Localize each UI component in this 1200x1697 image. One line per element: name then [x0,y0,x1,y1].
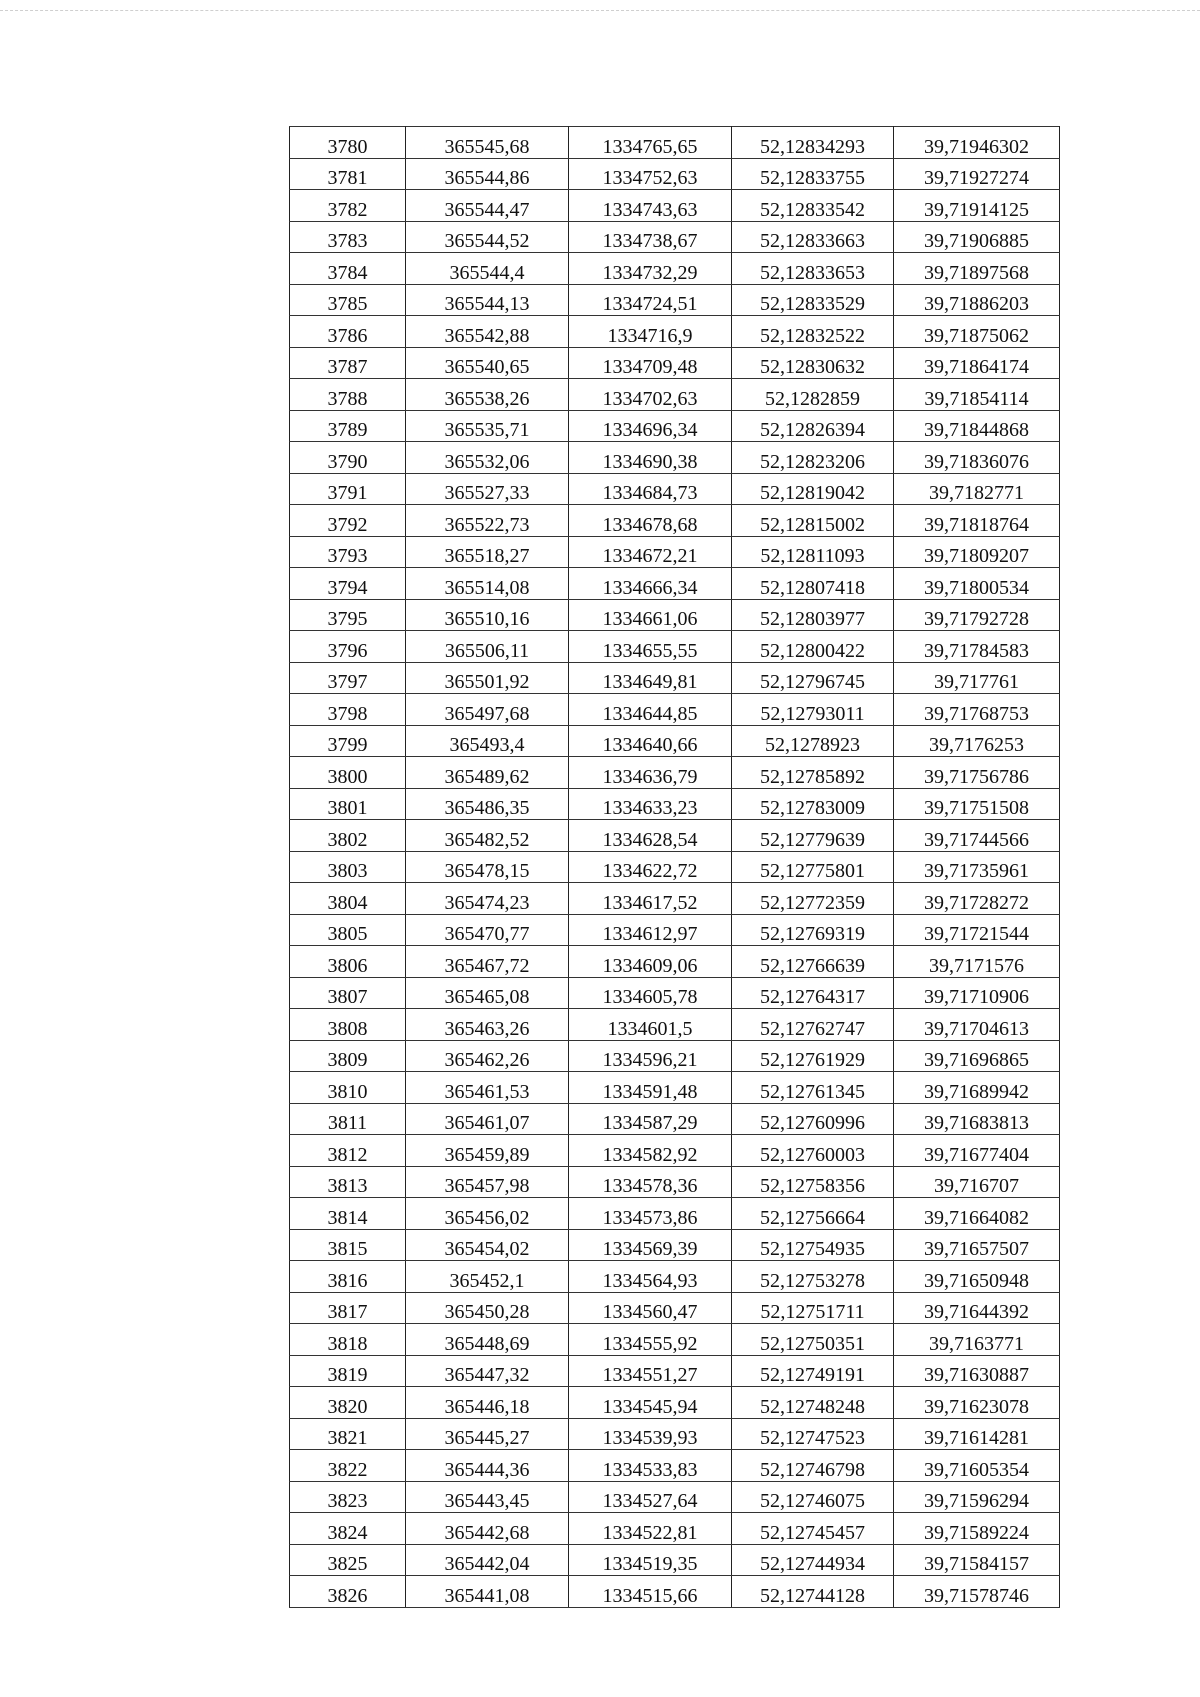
latitude-cell: 52,12751711 [732,1292,894,1324]
x-coordinate-cell: 365532,06 [406,442,569,474]
point-number-cell: 3795 [290,599,406,631]
latitude-cell: 52,12744934 [732,1544,894,1576]
latitude-cell: 52,1278923 [732,725,894,757]
point-number-cell: 3815 [290,1229,406,1261]
latitude-cell: 52,1282859 [732,379,894,411]
x-coordinate-cell: 365442,04 [406,1544,569,1576]
latitude-cell: 52,12760996 [732,1103,894,1135]
x-coordinate-cell: 365443,45 [406,1481,569,1513]
y-coordinate-cell: 1334522,81 [569,1513,732,1545]
table-row [290,536,1060,568]
latitude-cell: 52,12761345 [732,1072,894,1104]
longitude-cell: 39,71914125 [894,190,1060,222]
coordinates-table [289,126,1060,1608]
longitude-cell: 39,71721544 [894,914,1060,946]
x-coordinate-cell: 365497,68 [406,694,569,726]
longitude-cell: 39,71800534 [894,568,1060,600]
y-coordinate-cell: 1334672,21 [569,536,732,568]
longitude-cell: 39,71768753 [894,694,1060,726]
y-coordinate-cell: 1334612,97 [569,914,732,946]
latitude-cell: 52,12803977 [732,599,894,631]
y-coordinate-cell: 1334601,5 [569,1009,732,1041]
point-number-cell: 3805 [290,914,406,946]
x-coordinate-cell: 365493,4 [406,725,569,757]
x-coordinate-cell: 365450,28 [406,1292,569,1324]
table-row [290,442,1060,474]
longitude-cell: 39,71744566 [894,820,1060,852]
point-number-cell: 3791 [290,473,406,505]
longitude-cell: 39,7163771 [894,1324,1060,1356]
table-row [290,1229,1060,1261]
y-coordinate-cell: 1334716,9 [569,316,732,348]
longitude-cell: 39,71886203 [894,284,1060,316]
longitude-cell: 39,71657507 [894,1229,1060,1261]
y-coordinate-cell: 1334752,63 [569,158,732,190]
y-coordinate-cell: 1334732,29 [569,253,732,285]
latitude-cell: 52,12832522 [732,316,894,348]
y-coordinate-cell: 1334738,67 [569,221,732,253]
x-coordinate-cell: 365452,1 [406,1261,569,1293]
x-coordinate-cell: 365457,98 [406,1166,569,1198]
table-row [290,473,1060,505]
longitude-cell: 39,71650948 [894,1261,1060,1293]
table-row [290,1387,1060,1419]
x-coordinate-cell: 365459,89 [406,1135,569,1167]
longitude-cell: 39,71578746 [894,1576,1060,1608]
point-number-cell: 3816 [290,1261,406,1293]
latitude-cell: 52,12830632 [732,347,894,379]
point-number-cell: 3787 [290,347,406,379]
latitude-cell: 52,12760003 [732,1135,894,1167]
latitude-cell: 52,12807418 [732,568,894,600]
table-row [290,1261,1060,1293]
y-coordinate-cell: 1334666,34 [569,568,732,600]
x-coordinate-cell: 365447,32 [406,1355,569,1387]
point-number-cell: 3810 [290,1072,406,1104]
longitude-cell: 39,717761 [894,662,1060,694]
y-coordinate-cell: 1334555,92 [569,1324,732,1356]
point-number-cell: 3785 [290,284,406,316]
point-number-cell: 3812 [290,1135,406,1167]
x-coordinate-cell: 365467,72 [406,946,569,978]
point-number-cell: 3786 [290,316,406,348]
latitude-cell: 52,12746075 [732,1481,894,1513]
coordinates-table-body [290,127,1060,1608]
y-coordinate-cell: 1334605,78 [569,977,732,1009]
latitude-cell: 52,12754935 [732,1229,894,1261]
x-coordinate-cell: 365545,68 [406,127,569,159]
table-row [290,1481,1060,1513]
y-coordinate-cell: 1334743,63 [569,190,732,222]
x-coordinate-cell: 365540,65 [406,347,569,379]
longitude-cell: 39,71664082 [894,1198,1060,1230]
point-number-cell: 3804 [290,883,406,915]
latitude-cell: 52,12761929 [732,1040,894,1072]
latitude-cell: 52,12766639 [732,946,894,978]
y-coordinate-cell: 1334591,48 [569,1072,732,1104]
point-number-cell: 3797 [290,662,406,694]
y-coordinate-cell: 1334609,06 [569,946,732,978]
y-coordinate-cell: 1334617,52 [569,883,732,915]
longitude-cell: 39,7176253 [894,725,1060,757]
table-row [290,1072,1060,1104]
point-number-cell: 3822 [290,1450,406,1482]
longitude-cell: 39,71584157 [894,1544,1060,1576]
point-number-cell: 3818 [290,1324,406,1356]
point-number-cell: 3784 [290,253,406,285]
table-row [290,757,1060,789]
x-coordinate-cell: 365542,88 [406,316,569,348]
point-number-cell: 3788 [290,379,406,411]
point-number-cell: 3798 [290,694,406,726]
latitude-cell: 52,12745457 [732,1513,894,1545]
y-coordinate-cell: 1334551,27 [569,1355,732,1387]
table-row [290,284,1060,316]
y-coordinate-cell: 1334724,51 [569,284,732,316]
longitude-cell: 39,71836076 [894,442,1060,474]
longitude-cell: 39,71844868 [894,410,1060,442]
table-row [290,725,1060,757]
table-row [290,410,1060,442]
y-coordinate-cell: 1334655,55 [569,631,732,663]
y-coordinate-cell: 1334569,39 [569,1229,732,1261]
x-coordinate-cell: 365538,26 [406,379,569,411]
latitude-cell: 52,12811093 [732,536,894,568]
table-row [290,914,1060,946]
table-row [290,253,1060,285]
latitude-cell: 52,12749191 [732,1355,894,1387]
longitude-cell: 39,71809207 [894,536,1060,568]
y-coordinate-cell: 1334519,35 [569,1544,732,1576]
x-coordinate-cell: 365518,27 [406,536,569,568]
latitude-cell: 52,12833542 [732,190,894,222]
point-number-cell: 3811 [290,1103,406,1135]
table-row [290,1544,1060,1576]
y-coordinate-cell: 1334636,79 [569,757,732,789]
y-coordinate-cell: 1334578,36 [569,1166,732,1198]
longitude-cell: 39,71683813 [894,1103,1060,1135]
latitude-cell: 52,12758356 [732,1166,894,1198]
table-row [290,1418,1060,1450]
longitude-cell: 39,71784583 [894,631,1060,663]
y-coordinate-cell: 1334582,92 [569,1135,732,1167]
longitude-cell: 39,71605354 [894,1450,1060,1482]
longitude-cell: 39,71728272 [894,883,1060,915]
y-coordinate-cell: 1334690,38 [569,442,732,474]
latitude-cell: 52,12746798 [732,1450,894,1482]
longitude-cell: 39,71818764 [894,505,1060,537]
point-number-cell: 3789 [290,410,406,442]
longitude-cell: 39,71614281 [894,1418,1060,1450]
longitude-cell: 39,7182771 [894,473,1060,505]
point-number-cell: 3808 [290,1009,406,1041]
x-coordinate-cell: 365445,27 [406,1418,569,1450]
y-coordinate-cell: 1334640,66 [569,725,732,757]
y-coordinate-cell: 1334696,34 [569,410,732,442]
point-number-cell: 3780 [290,127,406,159]
latitude-cell: 52,12748248 [732,1387,894,1419]
longitude-cell: 39,71854114 [894,379,1060,411]
x-coordinate-cell: 365442,68 [406,1513,569,1545]
latitude-cell: 52,12833653 [732,253,894,285]
table-row [290,347,1060,379]
latitude-cell: 52,12815002 [732,505,894,537]
x-coordinate-cell: 365522,73 [406,505,569,537]
x-coordinate-cell: 365544,52 [406,221,569,253]
latitude-cell: 52,12744128 [732,1576,894,1608]
point-number-cell: 3819 [290,1355,406,1387]
table-row [290,1576,1060,1608]
longitude-cell: 39,71704613 [894,1009,1060,1041]
x-coordinate-cell: 365474,23 [406,883,569,915]
scan-edge-line [0,10,1200,11]
longitude-cell: 39,71677404 [894,1135,1060,1167]
x-coordinate-cell: 365463,26 [406,1009,569,1041]
longitude-cell: 39,71630887 [894,1355,1060,1387]
x-coordinate-cell: 365461,53 [406,1072,569,1104]
x-coordinate-cell: 365454,02 [406,1229,569,1261]
latitude-cell: 52,12762747 [732,1009,894,1041]
x-coordinate-cell: 365489,62 [406,757,569,789]
point-number-cell: 3806 [290,946,406,978]
table-row [290,1324,1060,1356]
longitude-cell: 39,71644392 [894,1292,1060,1324]
point-number-cell: 3782 [290,190,406,222]
point-number-cell: 3809 [290,1040,406,1072]
table-row [290,1355,1060,1387]
longitude-cell: 39,71897568 [894,253,1060,285]
table-row [290,379,1060,411]
table-row [290,1009,1060,1041]
table-row [290,1292,1060,1324]
latitude-cell: 52,12783009 [732,788,894,820]
table-row [290,820,1060,852]
y-coordinate-cell: 1334587,29 [569,1103,732,1135]
point-number-cell: 3807 [290,977,406,1009]
table-row [290,1450,1060,1482]
latitude-cell: 52,12756664 [732,1198,894,1230]
y-coordinate-cell: 1334684,73 [569,473,732,505]
point-number-cell: 3796 [290,631,406,663]
longitude-cell: 39,71696865 [894,1040,1060,1072]
x-coordinate-cell: 365535,71 [406,410,569,442]
y-coordinate-cell: 1334633,23 [569,788,732,820]
x-coordinate-cell: 365465,08 [406,977,569,1009]
table-row [290,788,1060,820]
latitude-cell: 52,12775801 [732,851,894,883]
table-row [290,883,1060,915]
latitude-cell: 52,12793011 [732,694,894,726]
latitude-cell: 52,12764317 [732,977,894,1009]
latitude-cell: 52,12753278 [732,1261,894,1293]
x-coordinate-cell: 365478,15 [406,851,569,883]
x-coordinate-cell: 365441,08 [406,1576,569,1608]
longitude-cell: 39,71735961 [894,851,1060,883]
y-coordinate-cell: 1334678,68 [569,505,732,537]
longitude-cell: 39,71927274 [894,158,1060,190]
y-coordinate-cell: 1334533,83 [569,1450,732,1482]
point-number-cell: 3794 [290,568,406,600]
latitude-cell: 52,12796745 [732,662,894,694]
table-row [290,568,1060,600]
table-row [290,662,1060,694]
table-row [290,694,1060,726]
latitude-cell: 52,12823206 [732,442,894,474]
point-number-cell: 3783 [290,221,406,253]
x-coordinate-cell: 365510,16 [406,599,569,631]
y-coordinate-cell: 1334661,06 [569,599,732,631]
x-coordinate-cell: 365456,02 [406,1198,569,1230]
y-coordinate-cell: 1334628,54 [569,820,732,852]
x-coordinate-cell: 365501,92 [406,662,569,694]
y-coordinate-cell: 1334545,94 [569,1387,732,1419]
latitude-cell: 52,12800422 [732,631,894,663]
table-row [290,1513,1060,1545]
point-number-cell: 3790 [290,442,406,474]
point-number-cell: 3826 [290,1576,406,1608]
x-coordinate-cell: 365462,26 [406,1040,569,1072]
latitude-cell: 52,12785892 [732,757,894,789]
table-row [290,631,1060,663]
latitude-cell: 52,12826394 [732,410,894,442]
latitude-cell: 52,12779639 [732,820,894,852]
point-number-cell: 3820 [290,1387,406,1419]
y-coordinate-cell: 1334539,93 [569,1418,732,1450]
table-row [290,1198,1060,1230]
latitude-cell: 52,12833663 [732,221,894,253]
table-row [290,599,1060,631]
longitude-cell: 39,71946302 [894,127,1060,159]
y-coordinate-cell: 1334560,47 [569,1292,732,1324]
point-number-cell: 3792 [290,505,406,537]
latitude-cell: 52,12750351 [732,1324,894,1356]
point-number-cell: 3803 [290,851,406,883]
x-coordinate-cell: 365448,69 [406,1324,569,1356]
x-coordinate-cell: 365486,35 [406,788,569,820]
latitude-cell: 52,12819042 [732,473,894,505]
table-row [290,158,1060,190]
y-coordinate-cell: 1334596,21 [569,1040,732,1072]
y-coordinate-cell: 1334573,86 [569,1198,732,1230]
point-number-cell: 3813 [290,1166,406,1198]
point-number-cell: 3823 [290,1481,406,1513]
point-number-cell: 3817 [290,1292,406,1324]
x-coordinate-cell: 365482,52 [406,820,569,852]
table-row [290,127,1060,159]
point-number-cell: 3781 [290,158,406,190]
x-coordinate-cell: 365544,13 [406,284,569,316]
longitude-cell: 39,71623078 [894,1387,1060,1419]
table-row [290,977,1060,1009]
longitude-cell: 39,71906885 [894,221,1060,253]
latitude-cell: 52,12747523 [732,1418,894,1450]
y-coordinate-cell: 1334622,72 [569,851,732,883]
longitude-cell: 39,71756786 [894,757,1060,789]
x-coordinate-cell: 365544,4 [406,253,569,285]
y-coordinate-cell: 1334644,85 [569,694,732,726]
y-coordinate-cell: 1334564,93 [569,1261,732,1293]
longitude-cell: 39,71589224 [894,1513,1060,1545]
longitude-cell: 39,71864174 [894,347,1060,379]
table-row [290,1166,1060,1198]
point-number-cell: 3802 [290,820,406,852]
x-coordinate-cell: 365514,08 [406,568,569,600]
table-row [290,1040,1060,1072]
latitude-cell: 52,12772359 [732,883,894,915]
latitude-cell: 52,12834293 [732,127,894,159]
y-coordinate-cell: 1334527,64 [569,1481,732,1513]
longitude-cell: 39,71751508 [894,788,1060,820]
point-number-cell: 3800 [290,757,406,789]
y-coordinate-cell: 1334649,81 [569,662,732,694]
x-coordinate-cell: 365527,33 [406,473,569,505]
x-coordinate-cell: 365444,36 [406,1450,569,1482]
longitude-cell: 39,71710906 [894,977,1060,1009]
x-coordinate-cell: 365461,07 [406,1103,569,1135]
point-number-cell: 3824 [290,1513,406,1545]
x-coordinate-cell: 365470,77 [406,914,569,946]
table-row [290,1103,1060,1135]
point-number-cell: 3814 [290,1198,406,1230]
y-coordinate-cell: 1334765,65 [569,127,732,159]
latitude-cell: 52,12769319 [732,914,894,946]
y-coordinate-cell: 1334515,66 [569,1576,732,1608]
table-row [290,851,1060,883]
table-row [290,190,1060,222]
longitude-cell: 39,716707 [894,1166,1060,1198]
y-coordinate-cell: 1334709,48 [569,347,732,379]
x-coordinate-cell: 365506,11 [406,631,569,663]
point-number-cell: 3793 [290,536,406,568]
x-coordinate-cell: 365544,86 [406,158,569,190]
latitude-cell: 52,12833755 [732,158,894,190]
latitude-cell: 52,12833529 [732,284,894,316]
table-row [290,1135,1060,1167]
longitude-cell: 39,7171576 [894,946,1060,978]
point-number-cell: 3821 [290,1418,406,1450]
point-number-cell: 3825 [290,1544,406,1576]
longitude-cell: 39,71792728 [894,599,1060,631]
x-coordinate-cell: 365544,47 [406,190,569,222]
longitude-cell: 39,71689942 [894,1072,1060,1104]
point-number-cell: 3799 [290,725,406,757]
table-row [290,221,1060,253]
table-row [290,946,1060,978]
table-row [290,505,1060,537]
x-coordinate-cell: 365446,18 [406,1387,569,1419]
point-number-cell: 3801 [290,788,406,820]
longitude-cell: 39,71596294 [894,1481,1060,1513]
y-coordinate-cell: 1334702,63 [569,379,732,411]
longitude-cell: 39,71875062 [894,316,1060,348]
table-row [290,316,1060,348]
